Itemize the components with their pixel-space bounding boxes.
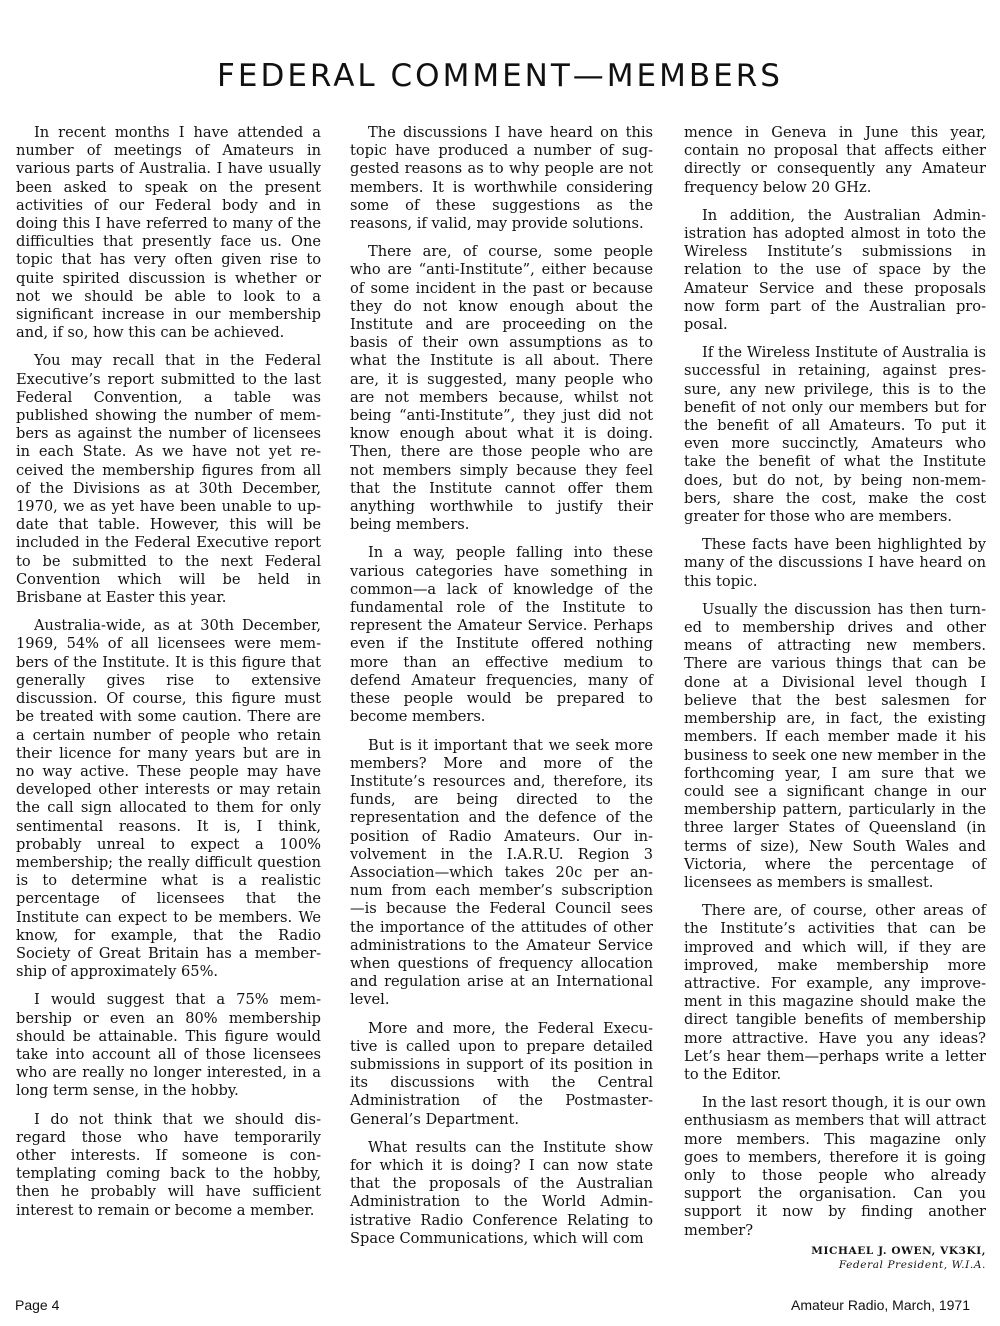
paragraph: I do not think that we should disregard those who have temporarily other interests. If someone is contemplating coming back to the hobby, then he probably will have sufficient interest to remain or become a member. bbox=[16, 1110, 321, 1219]
paragraph: I would suggest that a 75% membership or even an 80% membership should be attainable. This figure would take into account all of those licensees who are really no longer interested, in a long term sense, in the hobby. bbox=[16, 991, 321, 1100]
issue-info: Amateur Radio, March, 1971 bbox=[791, 1297, 970, 1313]
paragraph-continued: mence in Geneva in June this year, contain no proposal that affects either directly or consequently any Amateur frequency below 20 GHz. bbox=[684, 124, 986, 196]
page-number: Page 4 bbox=[15, 1297, 60, 1313]
paragraph: If the Wireless Institute of Australia is successful in retaining, against pressure, any new privilege, this is to the benefit of not only our members but for the benefit of all Amateurs. To put it even more succinctly, Amateurs who take the benefit of what the Institute does, but do not, by being non-members, share the cost, make the cost greater for those who are members. bbox=[684, 344, 986, 526]
paragraph: There are, of course, some people who are “anti-Institute”, either because of some incident in the past or because they do not know enough about the Institute and are proceeding on the basis of their own assumptions as to what the Institute is all about. There are, it is suggested, many people who are not members because, whilst not being “anti-Institute”, they just did not know enough about what it is doing. Then, there are those people who are not members simply because they feel that the Institute cannot offer them anything worthwhile to justify their being members. bbox=[350, 243, 653, 534]
paragraph: In recent months I have attended a number of meetings of Amateurs in various parts of Australia. I have usually been asked to speak on the present activities of our Federal body and in doing this I have referred to many of the difficulties that presently face us. One topic that has very often given rise to quite spirited discussion is whether or not we should be able to look to a significant increase in our membership and, if so, how this can be achieved. bbox=[16, 124, 321, 342]
paragraph: There are, of course, other areas of the Institute’s activities that can be improved and which will, if they are improved, make membership more attractive. For example, any improvement in this magazine should make the direct tangible benefits of membership more attractive. Have you any ideas? Let’s hear them—perhaps write a letter to the Editor. bbox=[684, 902, 986, 1083]
paragraph: But is it important that we seek more members? More and more of the Institute’s resources and, therefore, its funds, are being directed to the representation and the defence of the position of Radio Amateurs. Our involvement in the I.A.R.U. Region 3 Association—which takes 20c per annum from each member’s subscription —is because the Federal Council sees the importance of the attitudes of other administrations to the Amateur Service when questions of frequency allocation and regulation arise at an International level. bbox=[350, 736, 653, 1009]
paragraph: Usually the discussion has then turned to membership drives and other means of attracting new members. There are various things that can be done at a Divisional level though I believe that the best salesmen for membership are, in fact, the existing members. If each member made it his business to seek one new member in the forthcoming year, I am sure that we could see a significant change in our membership pattern, particularly in the three larger States of Queensland (in terms of size), New South Wales and Victoria, where the percentage of licensees as members is smallest. bbox=[684, 600, 986, 891]
column-1 bbox=[16, 124, 321, 1230]
paragraph: In addition, the Australian Administration has adopted almost in toto the Wireless Institute’s submissions in relation to the use of space by the Amateur Service and these proposals now form part of the Australian proposal. bbox=[684, 206, 986, 334]
paragraph: The discussions I have heard on this topic have produced a number of suggested reasons as to why people are not members. It is worthwhile considering some of these suggestions as the reasons, if valid, may provide solutions. bbox=[350, 124, 653, 233]
column-3 bbox=[684, 124, 986, 1272]
paragraph: More and more, the Federal Executive is called upon to prepare detailed submissions in support of its position in its discussions with the Central Administration of the Postmaster-General’s Department. bbox=[350, 1019, 653, 1128]
paragraph: These facts have been highlighted by many of the discussions I have heard on this topic. bbox=[684, 536, 986, 590]
paragraph: What results can the Institute show for which it is doing? I can now state that the proposals of the Australian Administration to the World Administrative Radio Conference Relating to Space Communications, which will com bbox=[350, 1138, 653, 1247]
signature bbox=[684, 1244, 986, 1272]
signature-name: MICHAEL J. OWEN, VK3KI, bbox=[811, 1244, 986, 1257]
paragraph: Australia-wide, as at 30th December, 1969, 54% of all licensees were members of the Institute. It is this figure that generally gives rise to extensive discussion. Of course, this figure must be treated with some caution. There are a certain number of people who retain their licence for many years but are in no way active. These people may have developed other interests or may retain the call sign allocated to them for only sentimental reasons. It is, I think, probably unreal to expect a 100% membership; the really difficult question is to determine what is a realistic percentage of licensees that the Institute can expect to be members. We know, for example, that the Radio Society of Great Britain has a membership of approximately 65%. bbox=[16, 617, 321, 981]
paragraph: In a way, people falling into these various categories have something in common—a lack of knowledge of the fundamental role of the Institute to represent the Amateur Service. Perhaps even if the Institute offered nothing more than an effective medium to defend Amateur frequencies, many of these people would be prepared to become members. bbox=[350, 544, 653, 726]
column-2 bbox=[350, 124, 653, 1258]
paragraph: In the last resort though, it is our own enthusiasm as members that will attract more members. This magazine only goes to members, therefore it is going only to those people who already support the organisation. Can you support it now by finding another member? bbox=[684, 1094, 986, 1239]
signature-role: Federal President, W.I.A. bbox=[838, 1258, 986, 1271]
page-title: FEDERAL COMMENT—MEMBERS bbox=[217, 58, 783, 94]
paragraph: You may recall that in the Federal Executive’s report submitted to the last Federal Convention, a table was published showing the number of members as against the number of licensees in each State. As we have not yet received the membership figures from all of the Divisions as at 30th December, 1970, we as yet have been unable to up-date that table. However, this will be included in the Federal Executive report to be submitted to the next Federal Convention which will be held in Brisbane at Easter this year. bbox=[16, 352, 321, 607]
